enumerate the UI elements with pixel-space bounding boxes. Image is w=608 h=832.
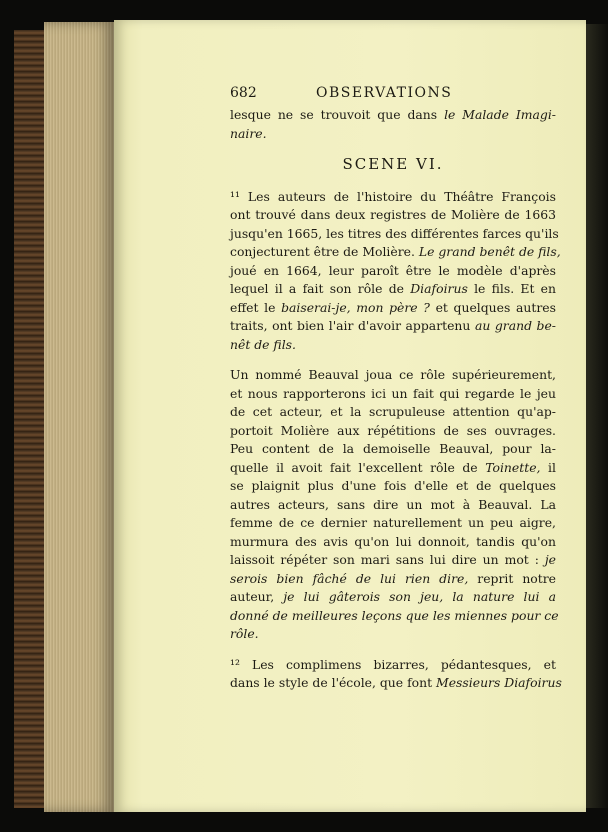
text-line: laissoit répéter son mari sans lui dire un mot : je	[230, 552, 556, 567]
text-line: naire.	[230, 125, 267, 141]
text-line: autres acteurs, sans dire un mot à Beauval. La	[230, 496, 556, 512]
text-line: auteur, je lui gâterois son jeu, la nature lui a	[230, 589, 556, 604]
text-line: et nous rapporterons ici un fait qui regarde le jeu	[230, 385, 556, 401]
carryover-text	[230, 106, 556, 143]
text-line: traits, ont bien l'air d'avoir appartenu au grand be-	[230, 318, 556, 333]
scene-title: SCENE VI.	[342, 155, 444, 173]
page-edges	[44, 22, 114, 812]
right-page-edge	[586, 24, 608, 808]
text-line: murmura des avis qu'on lui donnoit, tandis qu'on	[230, 533, 556, 549]
text-line: ont trouvé dans deux registres de Molière de 1663	[230, 207, 556, 222]
page-header	[230, 84, 556, 106]
page-number: 682	[230, 85, 257, 101]
text-line: Un nommé Beauval joua ce rôle supérieurement,	[230, 367, 556, 382]
running-title: OBSERVATIONS	[316, 85, 453, 101]
text-line: lesque ne se trouvoit que dans le Malade Imagi-	[230, 107, 556, 122]
text-line: lequel il a fait son rôle de Diafoirus le fils. Et en	[230, 281, 556, 296]
page-text	[230, 84, 562, 705]
text-line: Peu content de la demoiselle Beauval, pour la-	[230, 441, 556, 456]
text-line: serois bien fâché de lui rien dire, reprit notre	[230, 570, 556, 586]
text-line: joué en 1664, leur paroît être le modèle d'après	[230, 262, 556, 278]
text-line: se plaignit plus d'une fois d'elle et de quelques	[230, 478, 556, 493]
text-line: de cet acteur, et la scrupuleuse attention qu'ap-	[230, 404, 556, 419]
text-line: femme de ce dernier naturellement un peu aigre,	[230, 515, 556, 530]
text-line: nêt de fils.	[230, 336, 296, 352]
text-line: effet le baiserai-je, mon père ? et quelques autres	[230, 299, 556, 315]
text-line: rôle.	[230, 626, 259, 641]
note-11	[230, 188, 561, 355]
text-line: ¹² Les complimens bizarres, pédantesques, et	[230, 656, 556, 672]
text-line: dans le style de l'école, que font Messieurs Diafoirus	[230, 675, 562, 690]
text-line: portoit Molière aux répétitions de ses ouvrages.	[230, 422, 556, 438]
text-line: donné de meilleures leçons que les miennes pour ce	[230, 607, 559, 623]
text-line: conjecturent être de Molière. Le grand benêt de fils,	[230, 244, 561, 259]
text-line: quelle il avoit fait l'excellent rôle de Toinette, il	[230, 459, 556, 475]
text-line: ¹¹ Les auteurs de l'histoire du Théâtre François	[230, 188, 556, 204]
book-spine	[14, 30, 46, 808]
note-12	[230, 656, 562, 693]
text-line: jusqu'en 1665, les titres des différentes farces qu'ils	[230, 225, 559, 241]
beauval-paragraph	[230, 366, 559, 644]
